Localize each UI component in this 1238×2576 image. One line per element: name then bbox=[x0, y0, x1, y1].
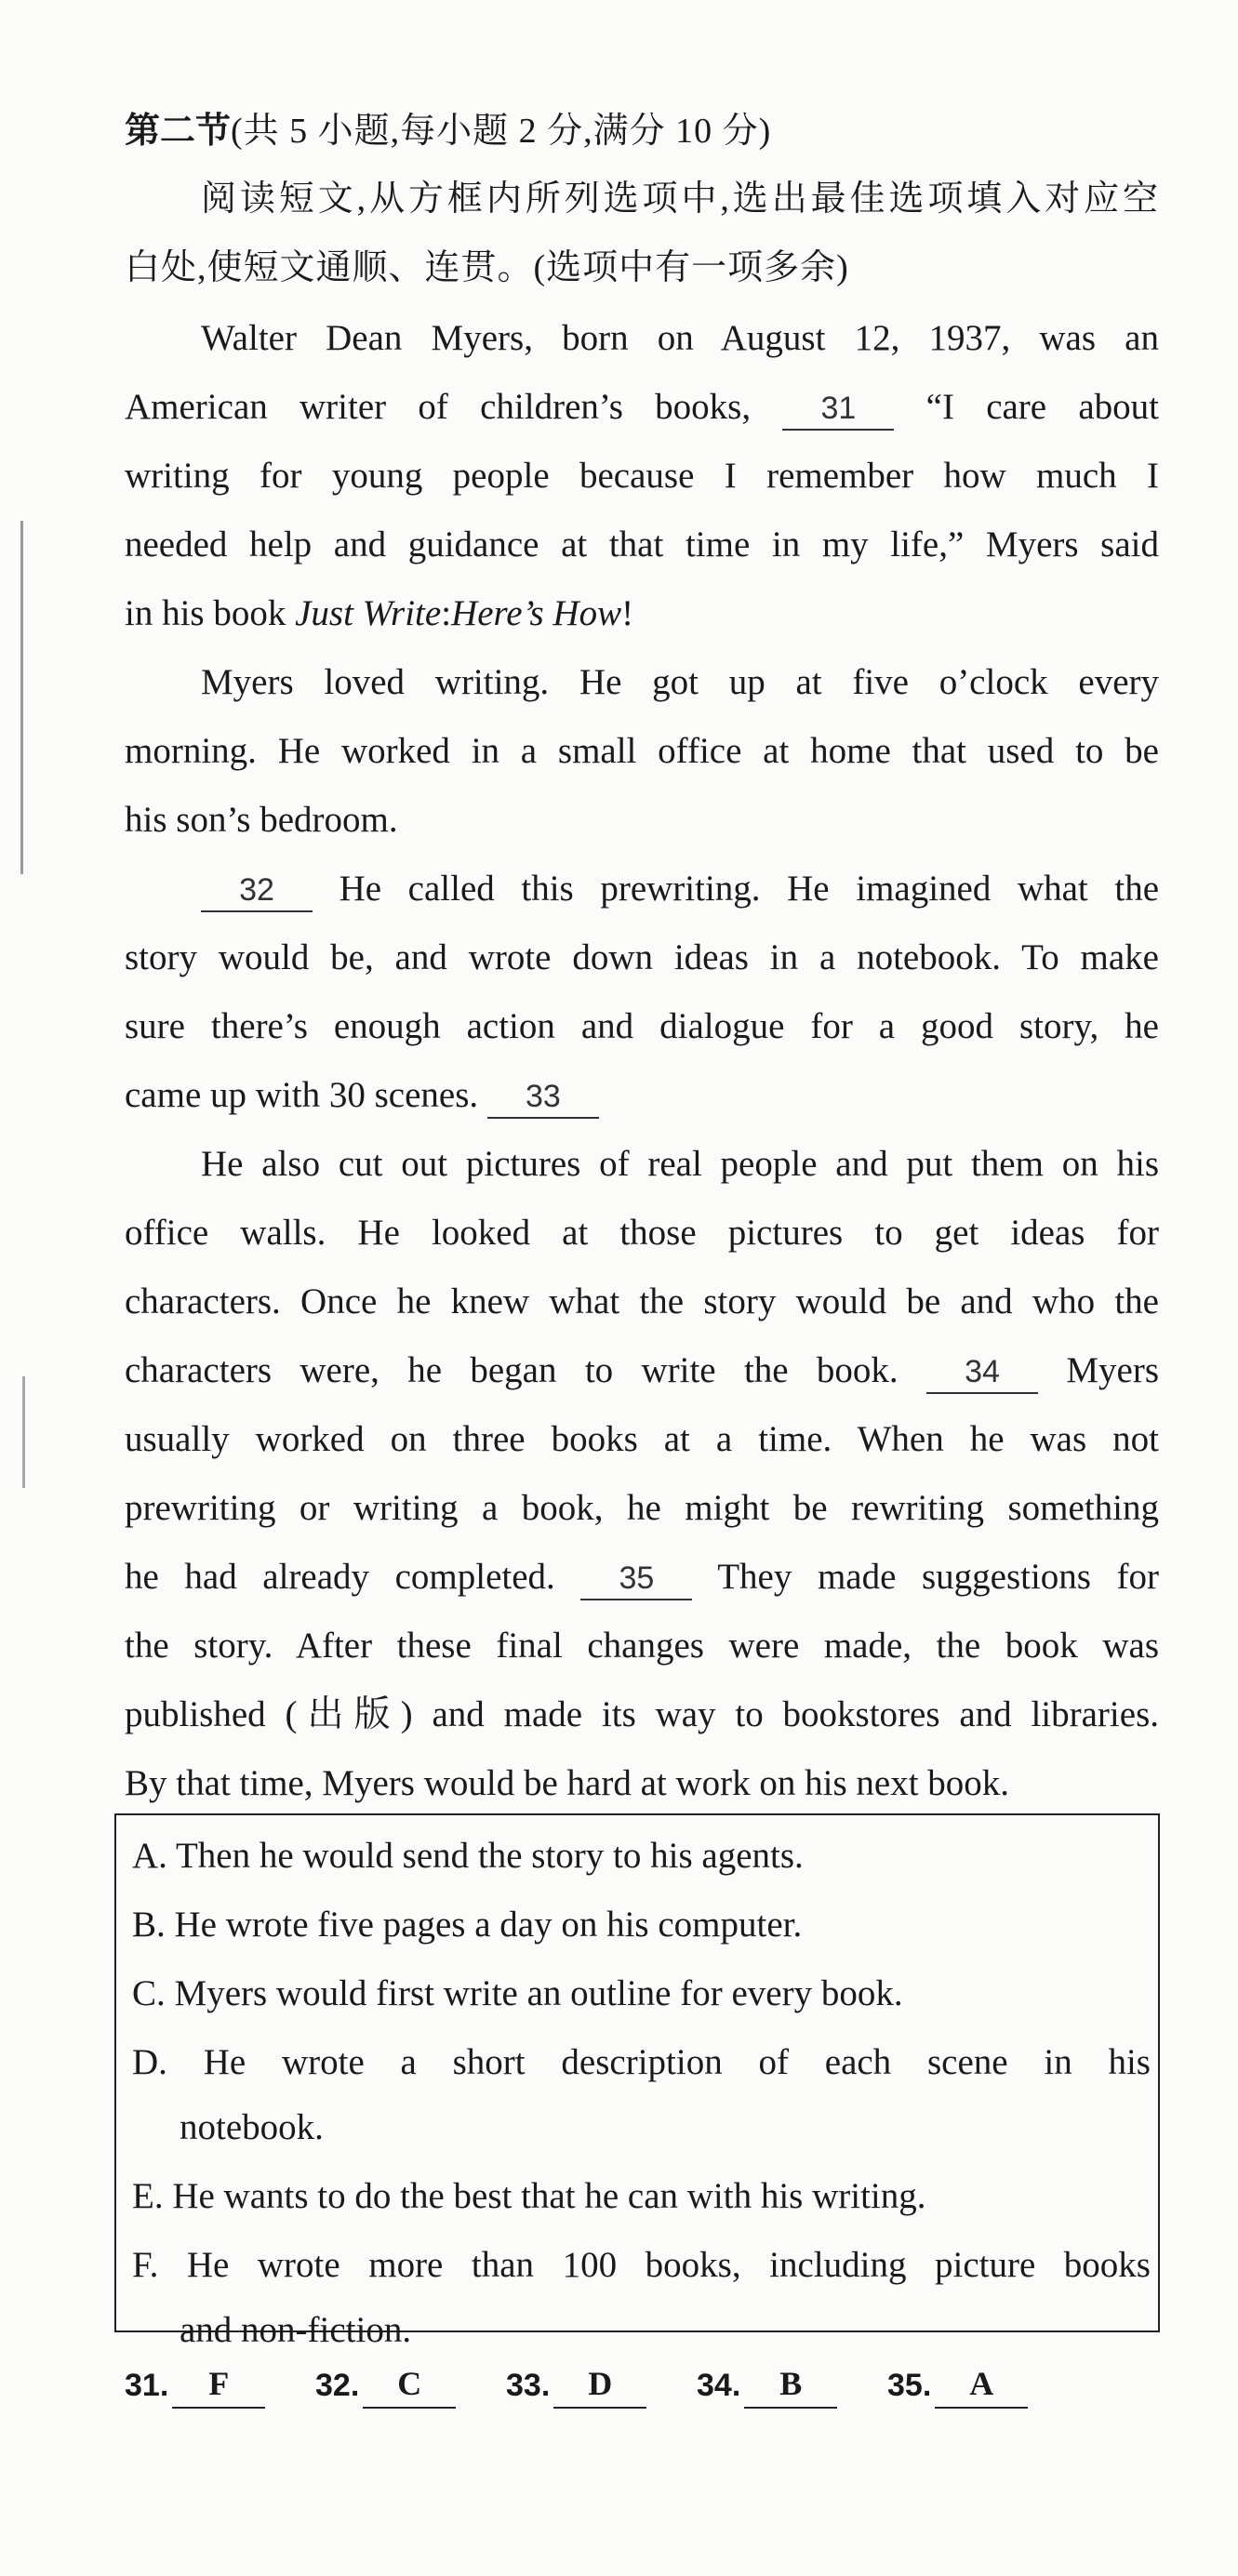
answer-field[interactable]: C bbox=[363, 2360, 456, 2409]
instruction-line: 白处,使短文通顺、连贯。(选项中有一项多余) bbox=[125, 248, 849, 287]
passage-line: the story. After these final changes were made, the book was bbox=[125, 1626, 1159, 1666]
option-e: E. He wants to do the best that he can with his writing. bbox=[132, 2176, 926, 2216]
blank-33[interactable]: 33 bbox=[487, 1076, 599, 1119]
passage-line: writing for young people because I remember how much I bbox=[125, 456, 1159, 496]
passage-line: in his book Just Write:Here’s How! bbox=[125, 593, 634, 633]
passage-line: office walls. He looked at those pictures to get ideas for bbox=[125, 1213, 1159, 1253]
passage-line: By that time, Myers would be hard at work on his next book. bbox=[125, 1763, 1010, 1803]
passage-line: needed help and guidance at that time in my life,” Myers said bbox=[125, 524, 1159, 564]
passage-line: published (出版) and made its way to bookstores and libraries. bbox=[125, 1694, 1159, 1734]
option-b: B. He wrote five pages a day on his computer. bbox=[132, 1905, 803, 1945]
passage-line: morning. He worked in a small office at home that used to be bbox=[125, 731, 1159, 771]
passage-text: characters were, he began to write the book. bbox=[125, 1350, 899, 1390]
option-c: C. Myers would first write an outline for every book. bbox=[132, 1973, 903, 2013]
passage-line: characters were, he began to write the book. 34 Myers bbox=[125, 1345, 1159, 1397]
blank-34[interactable]: 34 bbox=[926, 1351, 1038, 1394]
passage-line: He also cut out pictures of real people and put them on his bbox=[201, 1144, 1159, 1184]
blank-35[interactable]: 35 bbox=[580, 1558, 692, 1600]
book-title: Just Write bbox=[295, 593, 442, 633]
answer-item: 31. F bbox=[125, 2360, 265, 2409]
passage-line: sure there’s enough action and dialogue for a good story, he bbox=[125, 1006, 1159, 1046]
passage-line: American writer of children’s books, 31 “I care about bbox=[125, 381, 1159, 433]
option-d: D. He wrote a short description of each scene in his bbox=[132, 2042, 1151, 2082]
scan-edge-mark bbox=[20, 521, 23, 874]
passage-line: Walter Dean Myers, born on August 12, 1937, was an bbox=[201, 318, 1159, 358]
option-a: A. Then he would send the story to his agents. bbox=[132, 1836, 804, 1876]
answer-field[interactable]: D bbox=[553, 2360, 646, 2409]
section-heading bbox=[125, 104, 771, 157]
passage-line: Myers loved writing. He got up at five o’clock every bbox=[201, 662, 1159, 702]
answer-item: 33. D bbox=[506, 2360, 646, 2409]
passage-line: 32 He called this prewriting. He imagined what the bbox=[201, 863, 1159, 915]
passage-line: prewriting or writing a book, he might be rewriting something bbox=[125, 1488, 1159, 1528]
answer-field[interactable]: A bbox=[935, 2360, 1028, 2409]
scan-edge-mark bbox=[22, 1376, 25, 1488]
passage-line: his son’s bedroom. bbox=[125, 800, 398, 840]
answer-item: 35. A bbox=[887, 2360, 1028, 2409]
answer-item: 32. C bbox=[315, 2360, 456, 2409]
passage-line: characters. Once he knew what the story would be and who the bbox=[125, 1281, 1159, 1321]
answer-field[interactable]: F bbox=[172, 2360, 265, 2409]
answer-field[interactable]: B bbox=[744, 2360, 837, 2409]
passage-line: he had already completed. 35 They made suggestions for bbox=[125, 1551, 1159, 1603]
option-f: F. He wrote more than 100 books, including picture books bbox=[132, 2245, 1151, 2285]
section-note: (共 5 小题,每小题 2 分,满分 10 分) bbox=[231, 112, 772, 151]
section-title: 第二节 bbox=[125, 110, 232, 151]
answer-item: 34. B bbox=[697, 2360, 837, 2409]
passage-line: came up with 30 scenes. 33 bbox=[125, 1069, 1159, 1122]
blank-32[interactable]: 32 bbox=[201, 870, 313, 912]
answer-row bbox=[125, 2360, 1159, 2416]
instruction-line: 阅读短文,从方框内所列选项中,选出最佳选项填入对应空 bbox=[201, 179, 1159, 219]
passage-line: story would be, and wrote down ideas in a notebook. To make bbox=[125, 937, 1159, 977]
blank-31[interactable]: 31 bbox=[782, 388, 894, 431]
option-f-continued: and non-fiction. bbox=[180, 2310, 412, 2350]
passage-line: usually worked on three books at a time. When he was not bbox=[125, 1419, 1159, 1459]
option-d-continued: notebook. bbox=[180, 2107, 324, 2147]
